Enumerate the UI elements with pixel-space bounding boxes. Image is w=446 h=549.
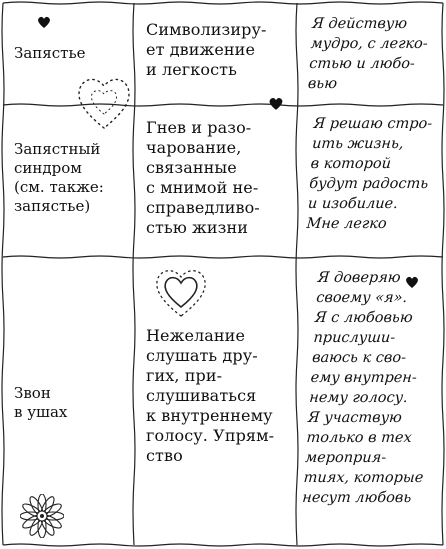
grid-line — [296, 3, 298, 545]
affirmation-line: Я с любовью — [314, 310, 414, 326]
row2-term — [14, 140, 104, 216]
affirmation-line: будут радость — [308, 176, 429, 192]
affirmation-line: ить жизнь, — [311, 136, 405, 152]
cause-line: гих, при- — [146, 366, 223, 385]
affirmation-line: мудро, с легко- — [310, 36, 429, 52]
cause-line: голосу. Упрям- — [146, 426, 275, 445]
dotted-heart-icon — [74, 70, 134, 132]
row1-cause — [146, 20, 266, 80]
affirmation-line: мероприя- — [304, 450, 387, 466]
cause-line: ет движение — [146, 40, 256, 59]
affirmation-line: и изобилие. — [307, 196, 399, 212]
affirmation-line: несут любовь — [301, 490, 412, 506]
grid-line — [3, 2, 443, 4]
grid-line — [3, 104, 443, 106]
affirmation-line: ваюсь к сво- — [311, 350, 407, 366]
row1-term — [14, 44, 86, 63]
row3-term — [14, 384, 67, 422]
dotted-heart-icon — [152, 264, 210, 320]
cause-line: с мнимой не- — [146, 178, 259, 197]
term-line: синдром — [14, 159, 82, 177]
affirmation-line: в которой — [310, 156, 392, 172]
cause-line: Гнев и разо- — [146, 118, 252, 137]
row3-affirmation — [302, 268, 438, 508]
term-line: Запястный — [14, 140, 101, 158]
grid-line — [3, 256, 443, 258]
heart-icon — [268, 97, 284, 111]
cause-line: и легкость — [146, 60, 237, 79]
cause-line: чарование, — [146, 138, 242, 157]
affirmation-line: стью и любо- — [308, 56, 416, 72]
heart-icon — [405, 276, 419, 289]
cause-line: справедливо- — [146, 198, 260, 217]
cause-line: стью жизни — [146, 218, 248, 237]
term-line: в ушах — [14, 403, 68, 421]
grid-line — [442, 3, 444, 545]
cause-line: Символизиру- — [146, 20, 267, 39]
affirmation-line: Я доверяю — [317, 270, 402, 286]
cause-line: связанные — [146, 158, 237, 177]
term-line: запястье) — [14, 197, 91, 215]
affirmation-line: ему внутрен- — [310, 370, 418, 386]
row1-affirmation — [307, 14, 430, 94]
term-line: (см. также: — [14, 178, 104, 196]
row2-cause — [146, 118, 260, 238]
affirmation-line: прислуши- — [312, 330, 396, 346]
affirmation-line: Мне легко — [305, 216, 388, 232]
term-line: Запястье — [14, 44, 86, 62]
flower-icon — [20, 494, 64, 538]
cause-line: слушиваться — [146, 386, 257, 405]
affirmation-line: своему «я». — [315, 290, 408, 306]
row3-cause — [146, 326, 274, 466]
affirmation-line: тиях, которые — [303, 470, 424, 486]
term-line: Звон — [14, 384, 51, 402]
affirmation-line: Я участвую — [307, 410, 403, 426]
affirmation-line: только в тех — [305, 430, 413, 446]
affirmation-line: вью — [307, 76, 338, 92]
affirmation-line: Я действую — [311, 16, 408, 32]
affirmation-line: Я решаю стро- — [312, 116, 433, 132]
cause-line: ство — [146, 446, 183, 465]
cause-line: Нежелание — [146, 326, 246, 345]
cause-line: слушать дру- — [146, 346, 258, 365]
heart-icon — [37, 16, 51, 29]
affirmation-line: нему голосу. — [308, 390, 409, 406]
grid-line — [2, 3, 4, 545]
row2-affirmation — [306, 114, 433, 234]
grid-line — [3, 544, 443, 546]
cause-line: к внутреннему — [146, 406, 273, 425]
